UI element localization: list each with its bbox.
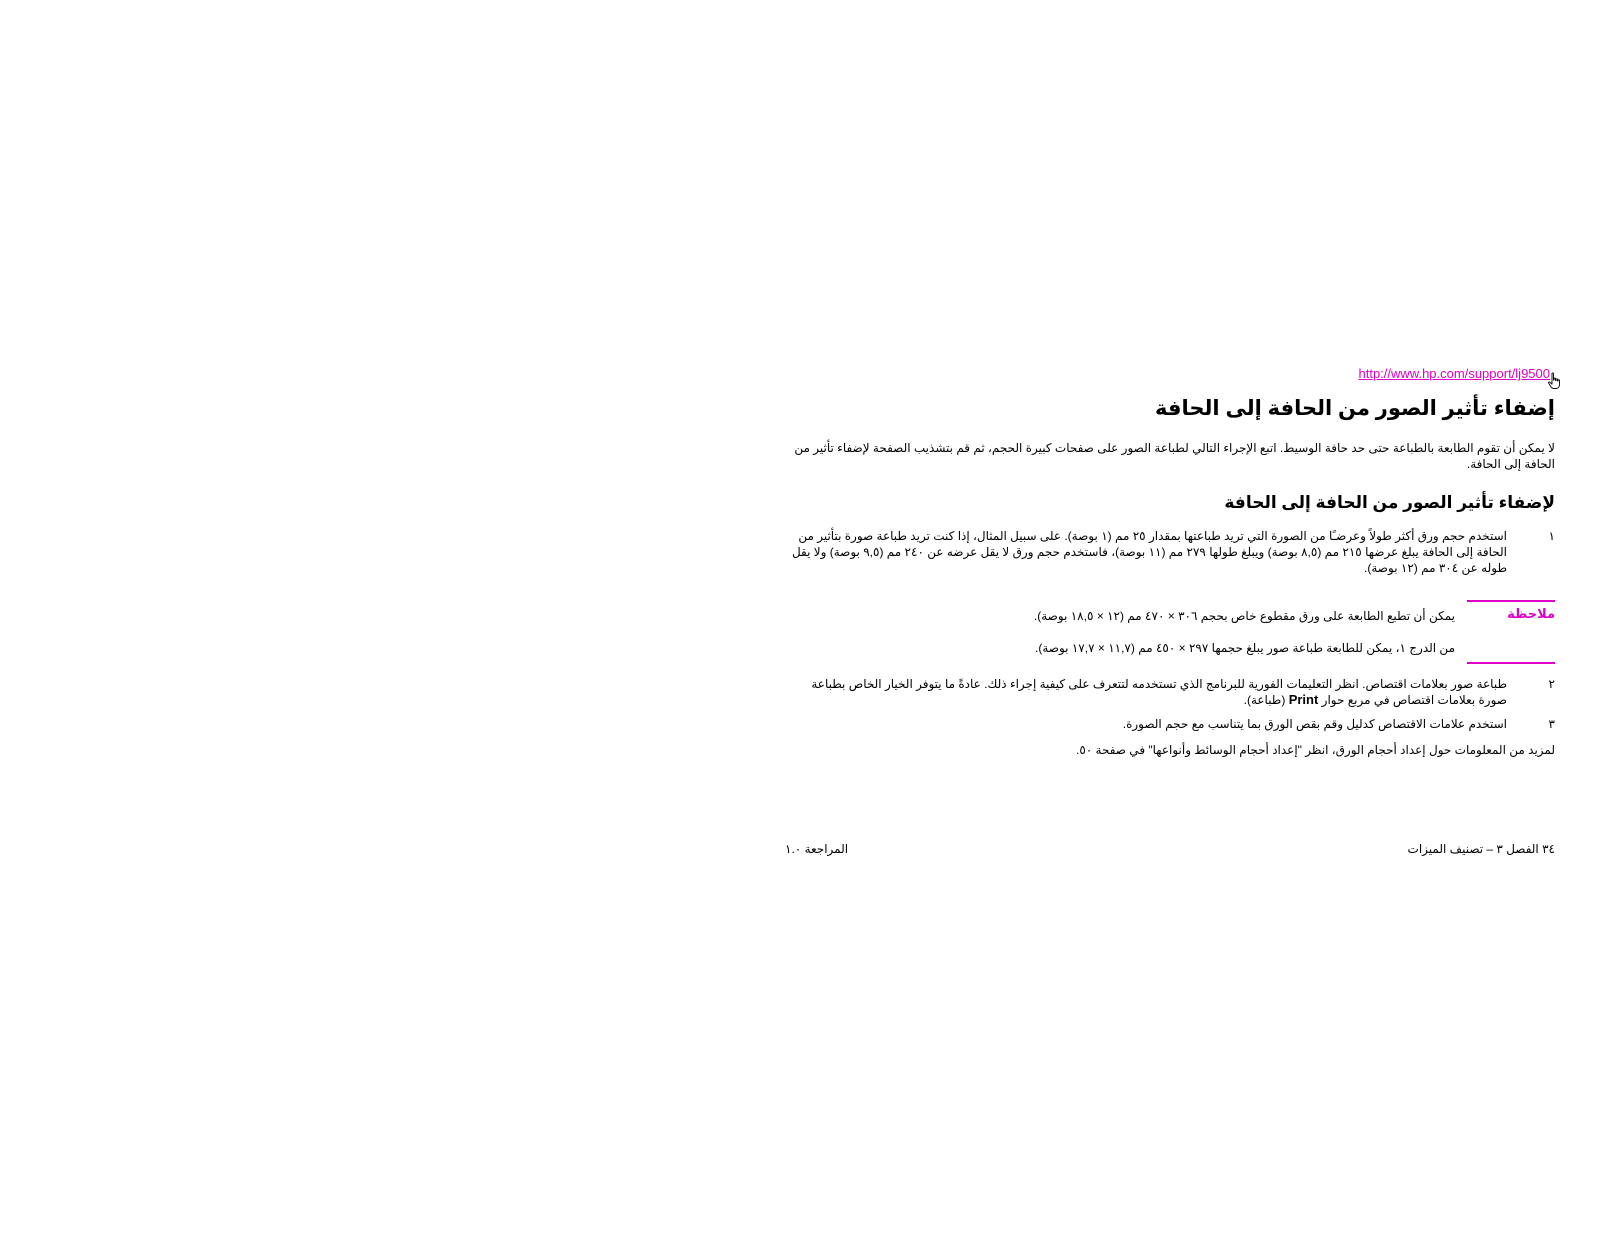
more-info-paragraph: لمزيد من المعلومات حول إعداد أحجام الورق، انظر "إعداد أحجام الوسائط وأنواعها" في صفحة ٥٠. [1075,743,1555,757]
note-line-1: يمكن أن تطبع الطابعة على ورق مقطوع خاص بحجم ٣٠٦ × ٤٧٠ مم (١٢ × ١٨,٥ بوصة). [1033,609,1455,623]
intro-paragraph: لا يمكن أن تقوم الطابعة بالطباعة حتى حد حافة الوسيط. اتبع الإجراء التالي لطباعة الصور على صفحات كبيرة الحجم، ثم قم بتشذيب الصفحة لإضفاء تأثير من الحافة إلى الحافة. [794,441,1555,471]
note-top-rule [1467,600,1555,602]
step-3 [785,716,1555,734]
step-1 [785,528,1555,578]
note-box [785,600,1555,664]
note-bottom-rule [1467,662,1555,664]
step-text-before: طباعة صور بعلامات اقتصاص. انظر التعليمات الفورية للبرنامج الذي تستخدمه لتتعرف على كيفية إجراء ذلك. عادةً ما يتوفر الخيار الخاص بطباعة صورة بعلامات اقتصاص في مربع حوار [811,677,1507,707]
footer-revision: المراجعة ١.٠ [785,842,849,856]
note-line-2: من الدرج ١، يمكن للطابعة طباعة صور يبلغ حجمها ٢٩٧ × ٤٥٠ مم (١١,٧ × ١٧,٧ بوصة). [1035,641,1455,655]
step-text [785,676,1507,708]
support-url-row [1200,358,1563,388]
note-label: ملاحظة [1507,606,1555,621]
print-keyword: Print [1288,692,1319,707]
step-text: استخدم علامات الاقتصاص كدليل وقم بقص الورق بما يتناسب مع حجم الصورة. [1122,717,1507,731]
hand-pointer-icon [1547,372,1563,390]
footer-chapter: ٣٤ الفصل ٣ – تصنيف الميزات [1407,842,1555,856]
procedure-title: لإضفاء تأثير الصور من الحافة إلى الحافة [1224,493,1555,512]
support-url-link[interactable]: http://www.hp.com/support/lj9500 [1358,366,1550,381]
step-text-after: (طباعة). [1243,693,1289,707]
page-title: إضفاء تأثير الصور من الحافة إلى الحافة [1155,397,1555,420]
step-number: ١ [1548,529,1555,543]
step-text: استخدم حجم ورق أكثر طولاً وعرضـًا من الصورة التي تريد طباعتها بمقدار ٢٥ مم (١ بوصة). على سبيل المثال، إذا كنت تريد طباعة صورة بتأثير من الحافة إلى الحافة يبلغ عرضها ٢١٥ مم (٨,٥ بوصة) ويبلغ طولها ٢٧٩ مم (١١ بوصة)، فاستخدم حجم ورق لا يقل عرضه عن ٢٤٠ مم (٩,٥ بوصة) ولا يقل طوله عن ٣٠٤ مم (١٢ بوصة). [791,529,1507,575]
step-number: ٢ [1548,677,1555,691]
step-number: ٣ [1548,717,1555,731]
step-2 [785,676,1555,710]
